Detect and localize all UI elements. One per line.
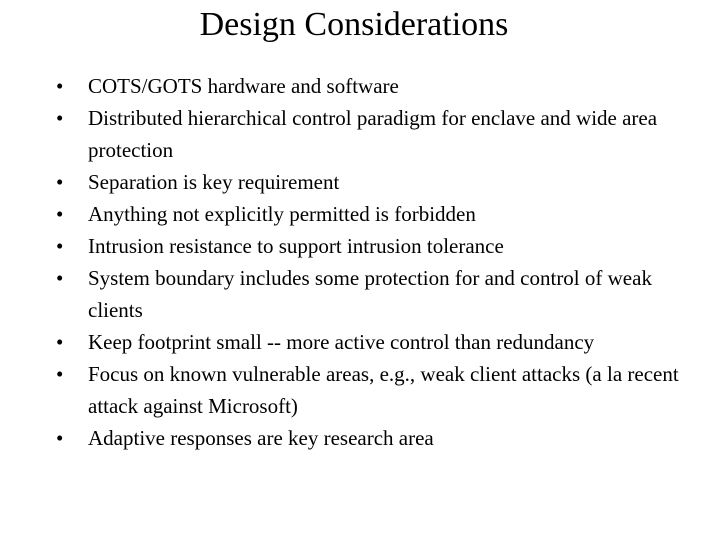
bullet-text: Anything not explicitly permitted is forbidden	[88, 202, 476, 226]
bullet-text: Distributed hierarchical control paradigm for enclave and wide area protection	[88, 106, 658, 162]
bullet-icon: •	[56, 170, 64, 194]
bullet-text: Intrusion resistance to support intrusion tolerance	[88, 234, 504, 258]
bullet-item	[52, 326, 692, 358]
bullet-text: COTS/GOTS hardware and software	[88, 74, 399, 98]
bullet-icon: •	[56, 234, 64, 258]
bullet-icon: •	[56, 426, 64, 450]
slide-title: Design Considerations	[199, 6, 509, 43]
bullet-icon: •	[56, 362, 64, 386]
bullet-item	[52, 262, 692, 326]
bullet-icon: •	[56, 202, 64, 226]
bullet-text: Separation is key requirement	[88, 170, 340, 194]
bullet-item	[52, 422, 692, 454]
bullet-text: System boundary includes some protection for and control of weak clients	[88, 266, 652, 322]
bullet-item	[52, 102, 692, 166]
bullet-item	[52, 166, 692, 198]
bullet-icon: •	[56, 74, 64, 98]
bullet-item	[52, 70, 692, 102]
bullet-item	[52, 358, 692, 422]
bullet-item	[52, 230, 692, 262]
bullet-text: Focus on known vulnerable areas, e.g., weak client attacks (a la recent attack against Microsoft)	[88, 362, 679, 418]
bullet-item	[52, 198, 692, 230]
bullet-icon: •	[56, 266, 64, 290]
bullet-icon: •	[56, 330, 64, 354]
bullet-list	[52, 70, 692, 454]
bullet-icon: •	[56, 106, 64, 130]
bullet-text: Keep footprint small -- more active control than redundancy	[88, 330, 595, 354]
bullet-text: Adaptive responses are key research area	[88, 426, 434, 450]
